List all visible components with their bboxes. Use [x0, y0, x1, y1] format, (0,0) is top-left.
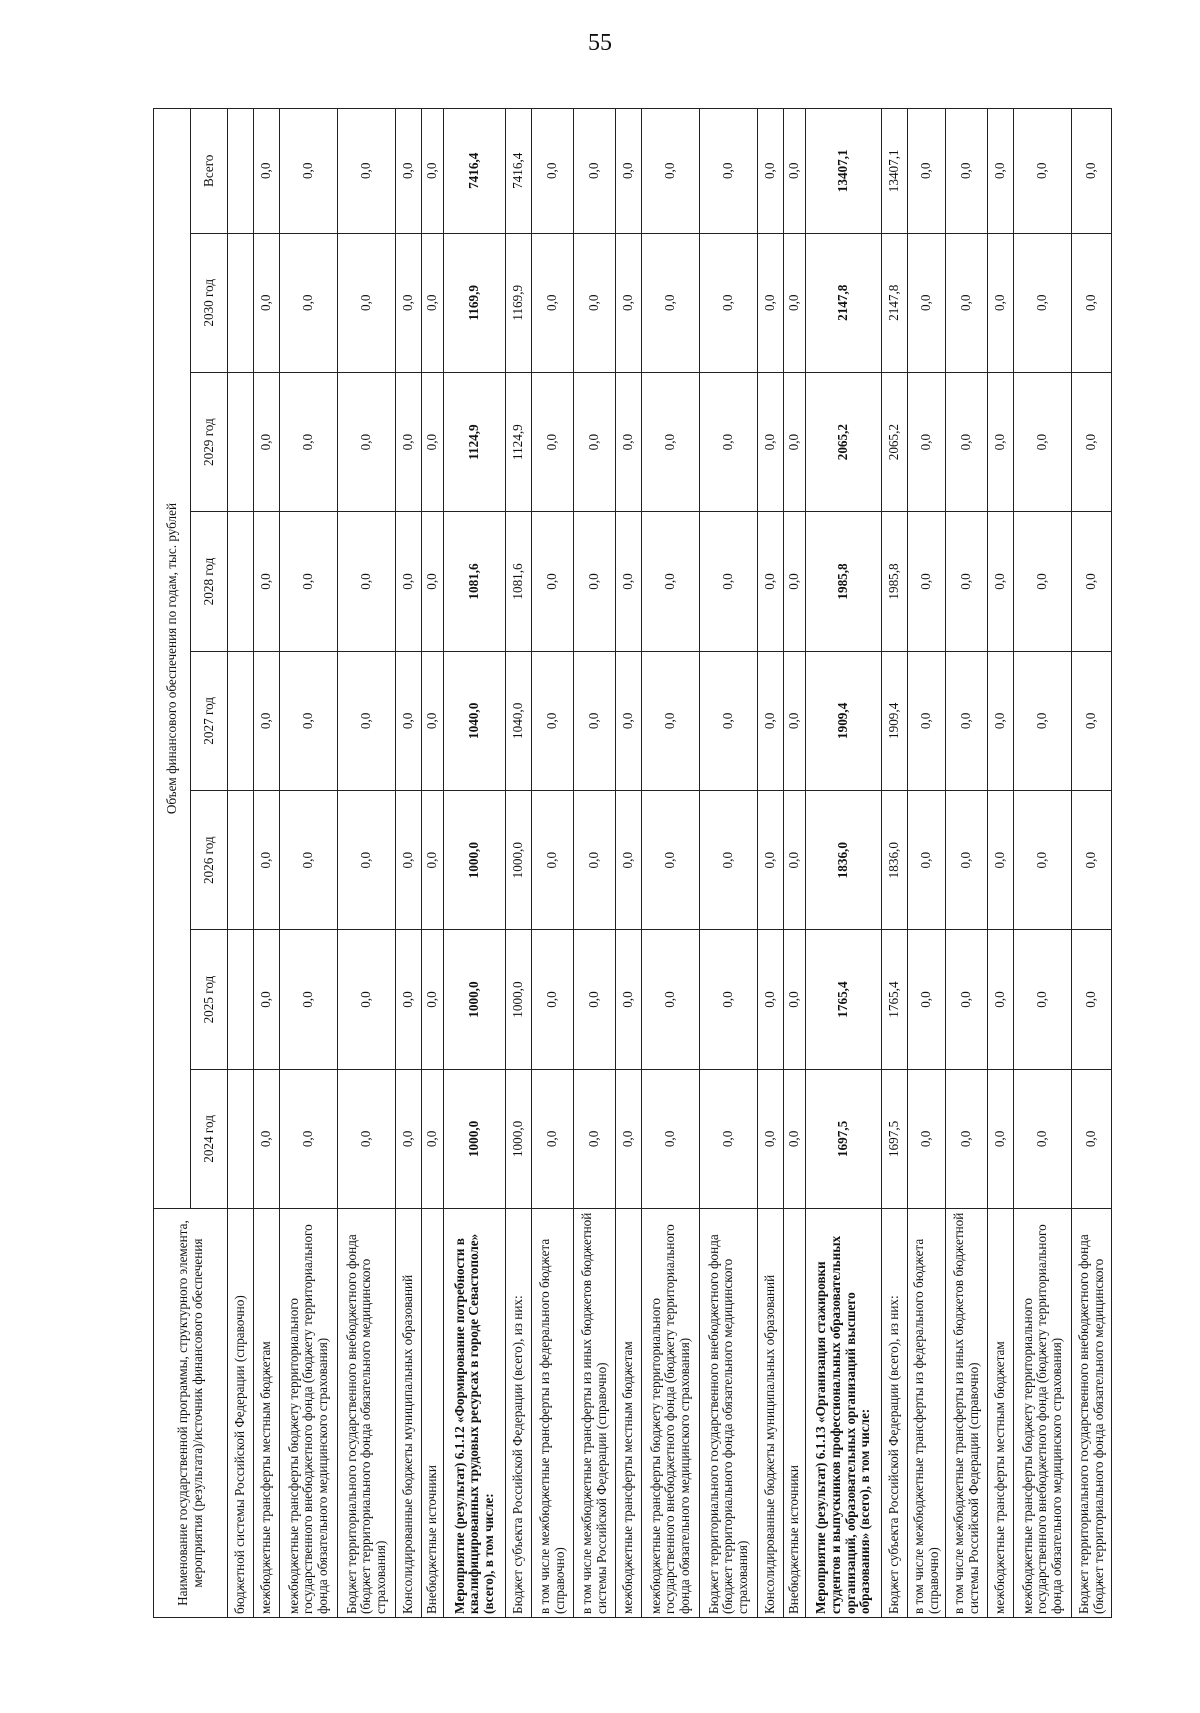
value-cell: 0,0 — [532, 651, 574, 790]
value-cell: 0,0 — [1072, 651, 1112, 790]
row-name-cell: Бюджет территориального государственного внебюджетного фонда (бюджет территориального фонда обязательного медицинского страхования) — [338, 1209, 396, 1618]
value-cell: 0,0 — [700, 109, 758, 234]
table-row — [1072, 109, 1112, 1618]
row-name-cell: Мероприятие (результат) 6.1.12 «Формирование потребности в квалифицированных трудовых ресурсах в городе Севастополе» (всего), в том числе: — [444, 1209, 506, 1618]
value-cell: 1985,8 — [806, 512, 882, 651]
value-cell: 0,0 — [616, 233, 642, 372]
value-cell: 1000,0 — [506, 791, 532, 930]
value-cell: 0,0 — [1072, 1069, 1112, 1208]
value-cell: 0,0 — [1014, 109, 1072, 234]
value-cell: 0,0 — [574, 791, 616, 930]
value-cell: 0,0 — [1014, 372, 1072, 511]
value-cell: 0,0 — [908, 372, 946, 511]
value-cell — [228, 372, 254, 511]
value-cell: 1985,8 — [882, 512, 908, 651]
value-cell: 0,0 — [574, 512, 616, 651]
financing-table — [153, 108, 1112, 1618]
value-cell: 0,0 — [338, 651, 396, 790]
value-cell: 0,0 — [396, 233, 422, 372]
value-cell: 0,0 — [988, 512, 1014, 651]
value-cell: 0,0 — [338, 1069, 396, 1208]
value-cell: 0,0 — [700, 512, 758, 651]
value-cell: 0,0 — [1072, 791, 1112, 930]
value-cell: 1040,0 — [506, 651, 532, 790]
value-cell: 0,0 — [642, 930, 700, 1069]
value-cell: 0,0 — [642, 791, 700, 930]
value-cell: 2065,2 — [882, 372, 908, 511]
value-cell: 0,0 — [1014, 233, 1072, 372]
value-cell: 0,0 — [700, 930, 758, 1069]
value-cell: 2065,2 — [806, 372, 882, 511]
value-cell: 0,0 — [396, 930, 422, 1069]
table-row — [616, 109, 642, 1618]
value-cell: 0,0 — [280, 930, 338, 1069]
row-name-cell: Консолидированные бюджеты муниципальных образований — [396, 1209, 422, 1618]
value-cell: 0,0 — [988, 791, 1014, 930]
value-cell: 0,0 — [422, 930, 444, 1069]
value-cell: 0,0 — [908, 233, 946, 372]
value-cell: 1836,0 — [806, 791, 882, 930]
value-cell: 0,0 — [946, 512, 988, 651]
value-cell: 0,0 — [642, 512, 700, 651]
value-cell: 1000,0 — [506, 930, 532, 1069]
value-cell: 0,0 — [946, 372, 988, 511]
value-cell: 1000,0 — [444, 930, 506, 1069]
header-row-1 — [154, 109, 191, 1618]
value-cell: 0,0 — [396, 372, 422, 511]
value-cell: 0,0 — [422, 233, 444, 372]
value-cell: 1040,0 — [444, 651, 506, 790]
value-cell: 0,0 — [338, 791, 396, 930]
table-row — [784, 109, 806, 1618]
table-row — [882, 109, 908, 1618]
value-cell: 0,0 — [396, 512, 422, 651]
value-cell: 1697,5 — [882, 1069, 908, 1208]
value-cell: 0,0 — [574, 651, 616, 790]
value-cell: 1124,9 — [444, 372, 506, 511]
value-cell: 2147,8 — [882, 233, 908, 372]
table-row — [396, 109, 422, 1618]
value-cell: 1124,9 — [506, 372, 532, 511]
value-cell: 1081,6 — [506, 512, 532, 651]
value-cell: 1081,6 — [444, 512, 506, 651]
value-cell: 0,0 — [616, 651, 642, 790]
row-name-cell: Бюджет субъекта Российской Федерации (всего), из них: — [506, 1209, 532, 1618]
value-cell: 0,0 — [1014, 1069, 1072, 1208]
value-cell — [228, 109, 254, 234]
row-name-cell: в том числе межбюджетные трансферты из федерального бюджета (справочно) — [532, 1209, 574, 1618]
value-cell: 0,0 — [254, 233, 280, 372]
value-cell: 0,0 — [946, 791, 988, 930]
table-row — [1014, 109, 1072, 1618]
value-cell — [228, 1069, 254, 1208]
value-cell: 0,0 — [254, 930, 280, 1069]
value-cell: 0,0 — [532, 372, 574, 511]
value-cell: 0,0 — [988, 651, 1014, 790]
row-name-cell: Бюджет территориального государственного внебюджетного фонда (бюджет территориального фонда обязательного медицинского страхования) — [700, 1209, 758, 1618]
value-cell: 0,0 — [254, 109, 280, 234]
table-row — [338, 109, 396, 1618]
value-cell: 0,0 — [338, 930, 396, 1069]
value-cell: 0,0 — [338, 109, 396, 234]
row-name-cell: Мероприятие (результат) 6.1.13 «Организация стажировки студентов и выпускников профессиональных образовательных организаций, образовательных организаций высшего образования» (всего), в том числе: — [806, 1209, 882, 1618]
value-cell: 0,0 — [254, 372, 280, 511]
value-cell: 1697,5 — [806, 1069, 882, 1208]
value-cell: 13407,1 — [882, 109, 908, 234]
value-cell: 0,0 — [532, 791, 574, 930]
value-cell: 1765,4 — [806, 930, 882, 1069]
header-year: 2026 год — [191, 791, 228, 930]
header-year: 2024 год — [191, 1069, 228, 1208]
value-cell: 0,0 — [946, 930, 988, 1069]
value-cell: 0,0 — [616, 1069, 642, 1208]
value-cell: 0,0 — [988, 372, 1014, 511]
value-cell: 1909,4 — [806, 651, 882, 790]
row-name-cell: межбюджетные трансферты бюджету территориального государственного внебюджетного фонда (бюджету территориального фонда обязательного медицинского страхования) — [642, 1209, 700, 1618]
value-cell: 0,0 — [946, 651, 988, 790]
value-cell: 0,0 — [338, 233, 396, 372]
value-cell: 0,0 — [908, 791, 946, 930]
value-cell: 0,0 — [758, 233, 784, 372]
value-cell: 1765,4 — [882, 930, 908, 1069]
value-cell: 0,0 — [532, 233, 574, 372]
value-cell: 1000,0 — [444, 791, 506, 930]
table-body — [228, 109, 1112, 1618]
value-cell: 0,0 — [642, 372, 700, 511]
row-name-cell: Внебюджетные источники — [784, 1209, 806, 1618]
value-cell: 0,0 — [280, 1069, 338, 1208]
value-cell: 0,0 — [280, 512, 338, 651]
value-cell: 0,0 — [908, 109, 946, 234]
value-cell: 0,0 — [254, 512, 280, 651]
row-name-cell: Бюджет территориального государственного внебюджетного фонда (бюджет территориального фонда обязательного медицинского — [1072, 1209, 1112, 1618]
table-row — [506, 109, 532, 1618]
row-name-cell: межбюджетные трансферты местным бюджетам — [988, 1209, 1014, 1618]
table-row — [642, 109, 700, 1618]
value-cell: 0,0 — [1014, 791, 1072, 930]
value-cell: 0,0 — [422, 512, 444, 651]
row-name-cell: в том числе межбюджетные трансферты из федерального бюджета (справочно) — [908, 1209, 946, 1618]
value-cell: 0,0 — [574, 233, 616, 372]
value-cell: 0,0 — [642, 109, 700, 234]
value-cell: 0,0 — [422, 109, 444, 234]
value-cell: 13407,1 — [806, 109, 882, 234]
value-cell: 0,0 — [642, 233, 700, 372]
header-total: Всего — [191, 109, 228, 234]
value-cell: 0,0 — [700, 1069, 758, 1208]
table-row — [254, 109, 280, 1618]
value-cell: 1169,9 — [444, 233, 506, 372]
row-name-cell: межбюджетные трансферты местным бюджетам — [254, 1209, 280, 1618]
value-cell: 0,0 — [574, 930, 616, 1069]
value-cell: 0,0 — [422, 791, 444, 930]
value-cell: 0,0 — [616, 372, 642, 511]
value-cell: 0,0 — [758, 791, 784, 930]
page-number: 55 — [588, 30, 612, 56]
value-cell: 7416,4 — [444, 109, 506, 234]
value-cell — [228, 651, 254, 790]
table-row — [574, 109, 616, 1618]
value-cell: 0,0 — [616, 109, 642, 234]
value-cell: 0,0 — [338, 372, 396, 511]
header-volume-title: Объем финансового обеспечения по годам, тыс. рублей — [154, 109, 191, 1209]
value-cell: 0,0 — [396, 109, 422, 234]
value-cell: 0,0 — [280, 791, 338, 930]
value-cell: 0,0 — [988, 233, 1014, 372]
table-row — [946, 109, 988, 1618]
table-row — [908, 109, 946, 1618]
value-cell: 0,0 — [908, 512, 946, 651]
value-cell: 0,0 — [784, 930, 806, 1069]
value-cell: 0,0 — [988, 930, 1014, 1069]
value-cell: 0,0 — [642, 651, 700, 790]
value-cell: 0,0 — [700, 651, 758, 790]
value-cell: 0,0 — [338, 512, 396, 651]
header-year: 2029 год — [191, 372, 228, 511]
value-cell: 1000,0 — [444, 1069, 506, 1208]
table-row — [280, 109, 338, 1618]
row-name-cell: межбюджетные трансферты местным бюджетам — [616, 1209, 642, 1618]
value-cell — [228, 930, 254, 1069]
header-name-col: Наименование государственной программы, структурного элемента, мероприятия (результата)/источник финансового обеспечения — [154, 1209, 228, 1618]
value-cell: 2147,8 — [806, 233, 882, 372]
value-cell: 0,0 — [532, 512, 574, 651]
value-cell: 0,0 — [1014, 512, 1072, 651]
value-cell: 0,0 — [908, 930, 946, 1069]
row-name-cell: в том числе межбюджетные трансферты из иных бюджетов бюджетной системы Российской Федерации (справочно) — [574, 1209, 616, 1618]
value-cell: 0,0 — [758, 512, 784, 651]
value-cell: 0,0 — [758, 930, 784, 1069]
value-cell: 0,0 — [254, 791, 280, 930]
value-cell: 0,0 — [1072, 930, 1112, 1069]
value-cell: 0,0 — [784, 791, 806, 930]
value-cell: 0,0 — [422, 372, 444, 511]
value-cell — [228, 512, 254, 651]
value-cell — [228, 791, 254, 930]
row-name-cell: бюджетной системы Российской Федерации (справочно) — [228, 1209, 254, 1618]
value-cell: 0,0 — [1072, 372, 1112, 511]
value-cell: 0,0 — [532, 109, 574, 234]
header-year: 2030 год — [191, 233, 228, 372]
table-row — [422, 109, 444, 1618]
value-cell: 0,0 — [784, 233, 806, 372]
value-cell: 0,0 — [280, 233, 338, 372]
row-name-cell: Консолидированные бюджеты муниципальных образований — [758, 1209, 784, 1618]
value-cell: 0,0 — [574, 372, 616, 511]
value-cell: 1909,4 — [882, 651, 908, 790]
value-cell: 0,0 — [784, 651, 806, 790]
value-cell: 0,0 — [758, 1069, 784, 1208]
value-cell: 0,0 — [946, 233, 988, 372]
value-cell: 1836,0 — [882, 791, 908, 930]
header-year: 2027 год — [191, 651, 228, 790]
value-cell: 0,0 — [988, 1069, 1014, 1208]
value-cell: 0,0 — [616, 512, 642, 651]
value-cell: 0,0 — [574, 109, 616, 234]
value-cell: 0,0 — [758, 109, 784, 234]
row-name-cell: межбюджетные трансферты бюджету территориального государственного внебюджетного фонда (бюджету территориального фонда обязательного медицинского страхования) — [280, 1209, 338, 1618]
value-cell: 0,0 — [280, 372, 338, 511]
value-cell: 0,0 — [422, 651, 444, 790]
value-cell: 0,0 — [254, 651, 280, 790]
header-year: 2028 год — [191, 512, 228, 651]
row-name-cell: Бюджет субъекта Российской Федерации (всего), из них: — [882, 1209, 908, 1618]
value-cell: 0,0 — [700, 233, 758, 372]
value-cell: 0,0 — [1072, 109, 1112, 234]
value-cell: 0,0 — [1014, 651, 1072, 790]
value-cell: 1169,9 — [506, 233, 532, 372]
table-row — [758, 109, 784, 1618]
value-cell: 0,0 — [396, 651, 422, 790]
value-cell: 0,0 — [396, 791, 422, 930]
value-cell: 0,0 — [784, 1069, 806, 1208]
value-cell: 0,0 — [946, 109, 988, 234]
value-cell: 0,0 — [908, 1069, 946, 1208]
value-cell: 0,0 — [280, 109, 338, 234]
value-cell: 0,0 — [784, 372, 806, 511]
value-cell: 0,0 — [574, 1069, 616, 1208]
value-cell: 0,0 — [254, 1069, 280, 1208]
row-name-cell: межбюджетные трансферты бюджету территориального государственного внебюджетного фонда (бюджету территориального фонда обязательного медицинского страхования) — [1014, 1209, 1072, 1618]
table-row — [806, 109, 882, 1618]
table-row — [532, 109, 574, 1618]
value-cell: 0,0 — [908, 651, 946, 790]
value-cell: 0,0 — [988, 109, 1014, 234]
value-cell: 0,0 — [700, 372, 758, 511]
value-cell: 0,0 — [700, 791, 758, 930]
value-cell: 0,0 — [532, 1069, 574, 1208]
row-name-cell: Внебюджетные источники — [422, 1209, 444, 1618]
value-cell: 0,0 — [1014, 930, 1072, 1069]
value-cell: 0,0 — [758, 651, 784, 790]
value-cell: 0,0 — [422, 1069, 444, 1208]
value-cell: 0,0 — [280, 651, 338, 790]
table-row — [700, 109, 758, 1618]
value-cell: 0,0 — [616, 791, 642, 930]
value-cell: 1000,0 — [506, 1069, 532, 1208]
row-name-cell: в том числе межбюджетные трансферты из иных бюджетов бюджетной системы Российской Федерации (справочно) — [946, 1209, 988, 1618]
value-cell: 0,0 — [1072, 233, 1112, 372]
rotated-table-container — [153, 108, 1200, 1618]
table-row — [228, 109, 254, 1618]
value-cell: 7416,4 — [506, 109, 532, 234]
value-cell: 0,0 — [396, 1069, 422, 1208]
value-cell: 0,0 — [642, 1069, 700, 1208]
value-cell: 0,0 — [616, 930, 642, 1069]
value-cell: 0,0 — [532, 930, 574, 1069]
table-row — [444, 109, 506, 1618]
value-cell — [228, 233, 254, 372]
table-row — [988, 109, 1014, 1618]
value-cell: 0,0 — [946, 1069, 988, 1208]
value-cell: 0,0 — [784, 109, 806, 234]
value-cell: 0,0 — [758, 372, 784, 511]
header-year: 2025 год — [191, 930, 228, 1069]
value-cell: 0,0 — [784, 512, 806, 651]
value-cell: 0,0 — [1072, 512, 1112, 651]
